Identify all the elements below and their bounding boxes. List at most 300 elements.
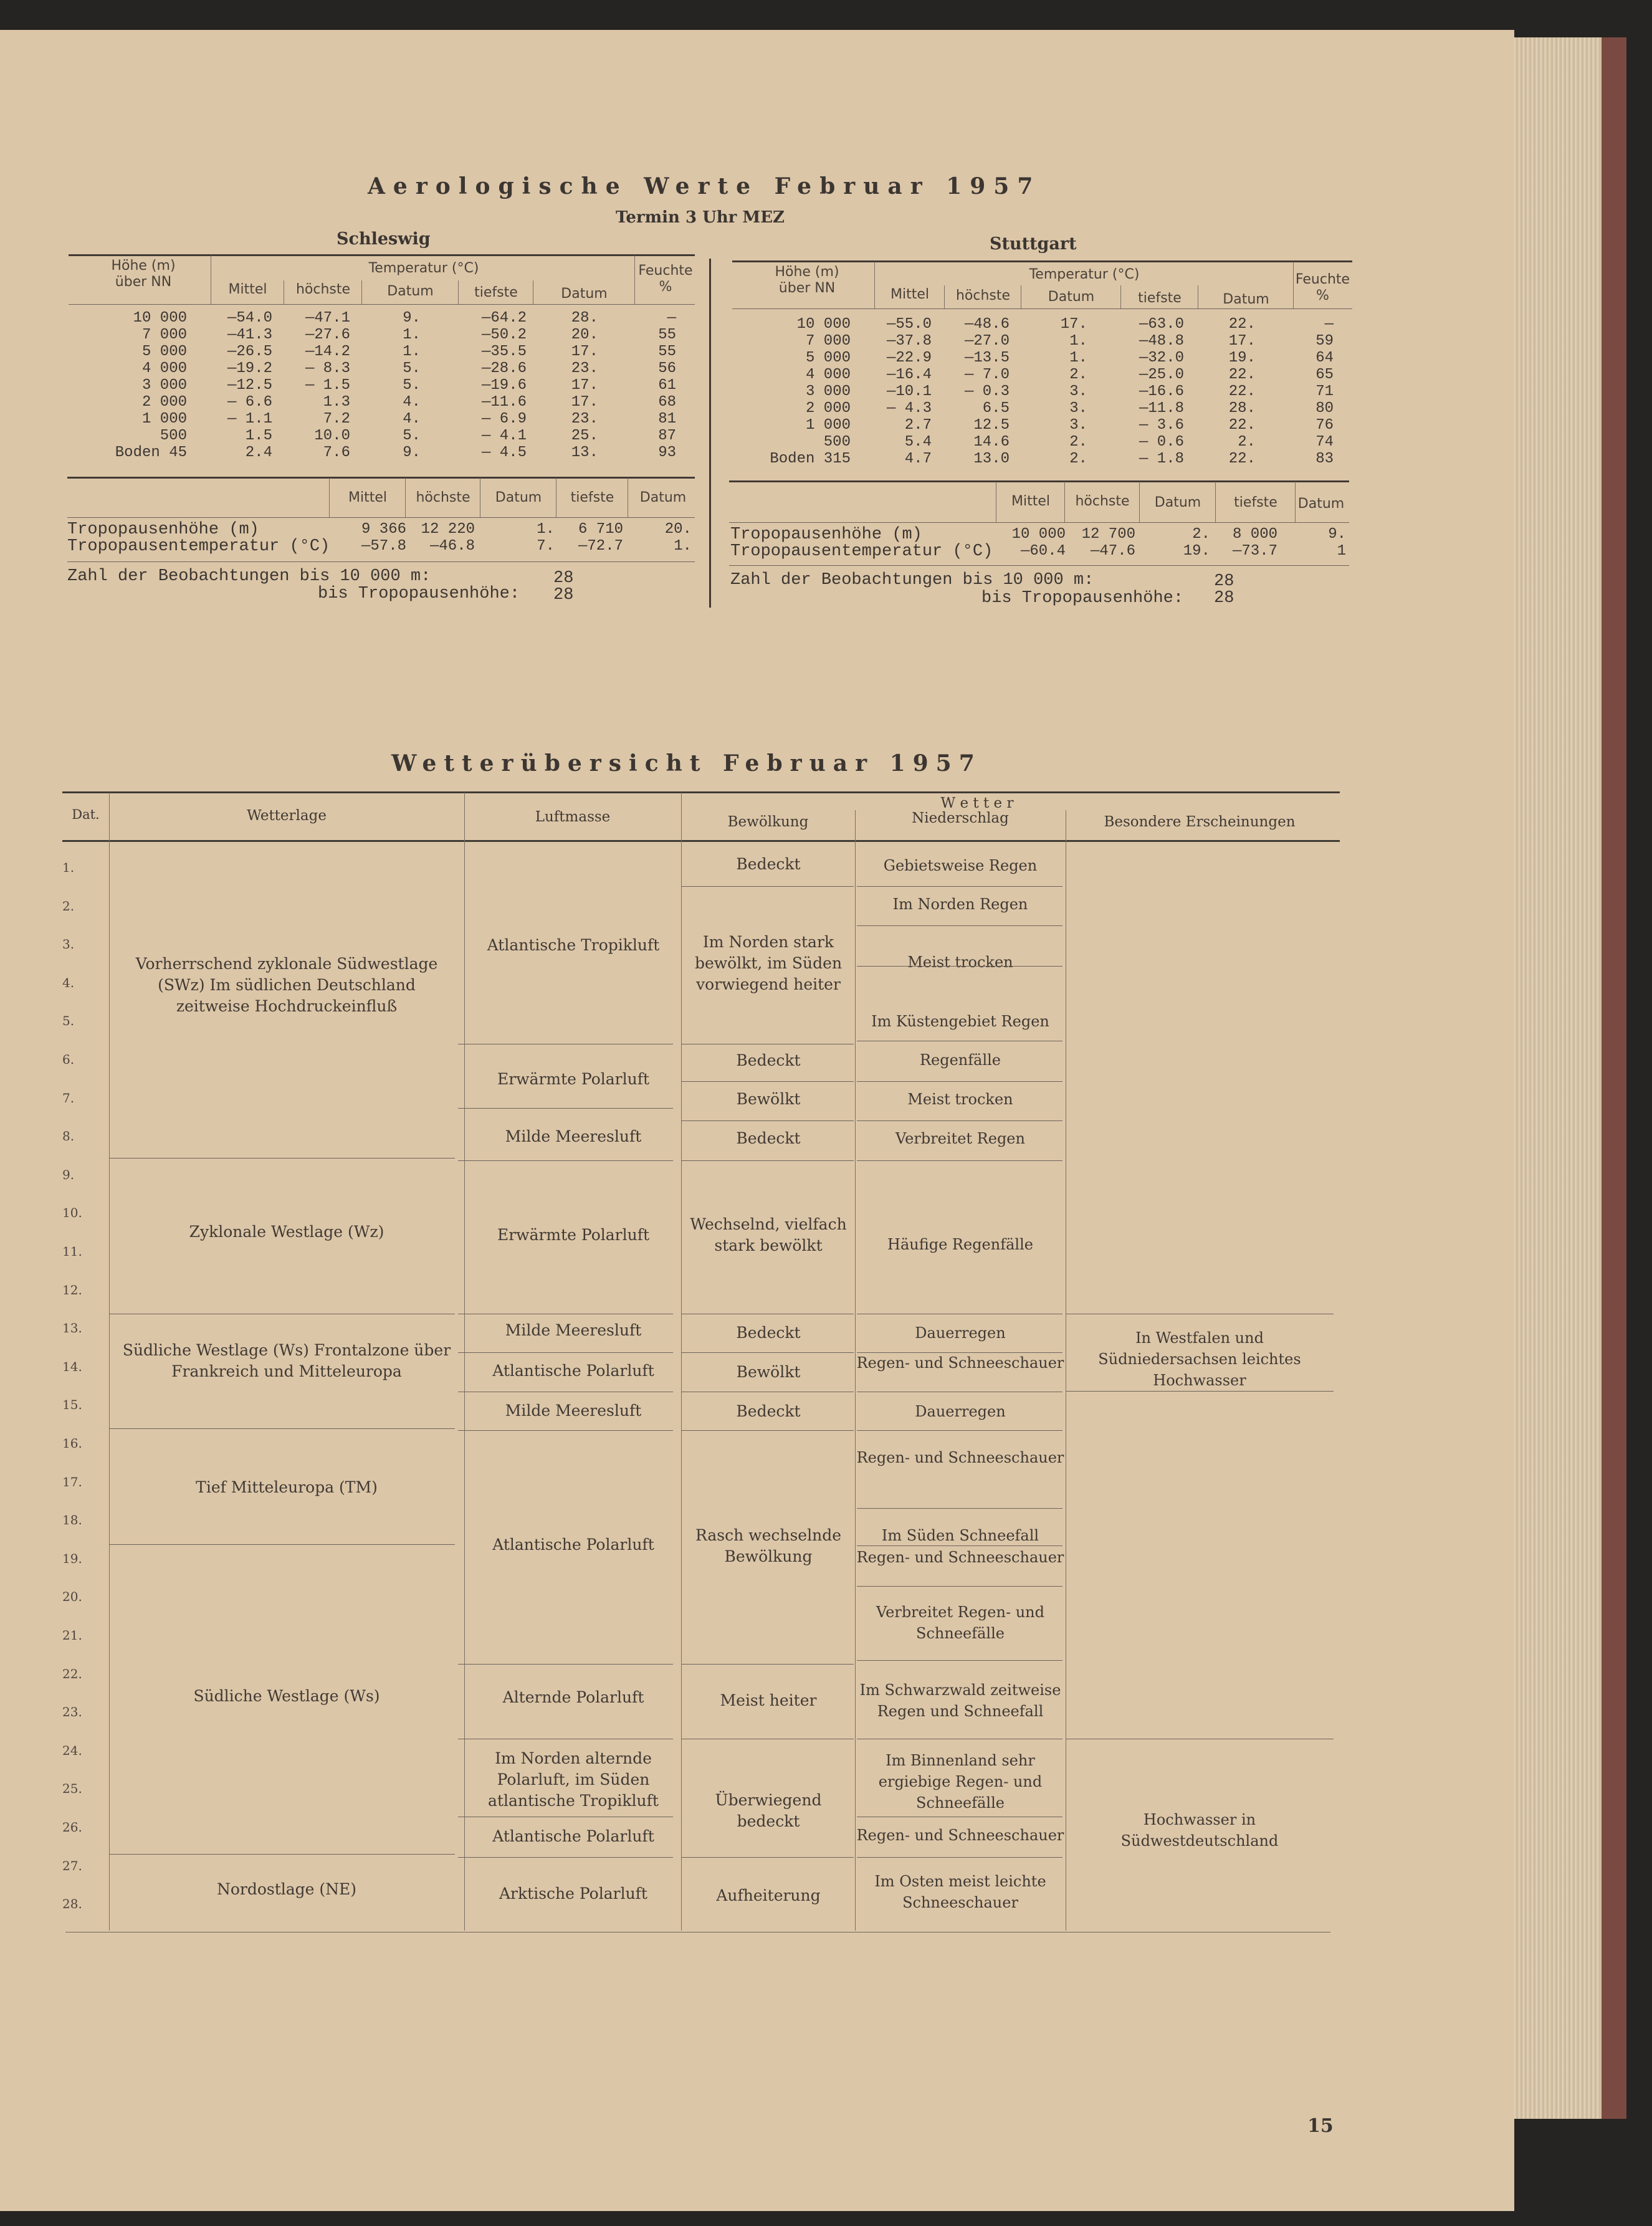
- stuttgart-cell: 59: [1315, 333, 1334, 350]
- stuttgart-cell: —: [1324, 316, 1334, 333]
- schleswig-cell: —54.0: [227, 310, 272, 327]
- stuttgart-tropo-cell: 1: [1337, 543, 1346, 560]
- book-spine: [1602, 37, 1626, 2119]
- schleswig-cell: 9.: [403, 310, 421, 327]
- stuttgart-cell: 1.: [1069, 333, 1087, 350]
- schleswig-cell: 13.: [571, 444, 598, 461]
- schleswig-cell: 4.: [403, 411, 421, 428]
- schleswig-cell: 9.: [403, 444, 421, 461]
- hdr-bewoelkung: Bewölkung: [727, 814, 809, 830]
- schleswig-cell: 87: [658, 428, 676, 444]
- tropo-hdr-datum: Datum: [639, 490, 687, 505]
- luftmasse-cell: Erwärmte Polarluft: [497, 1070, 650, 1088]
- bewoelkung-cell: Bewölkt: [736, 1090, 801, 1108]
- schleswig-height-label: 10 000: [133, 310, 187, 327]
- wetterlage-cell: Tief Mitteleuropa (TM): [196, 1478, 378, 1496]
- schleswig-cell: 55: [658, 343, 676, 360]
- st-hdr-tiefste: tiefste: [1138, 290, 1182, 306]
- stuttgart-zahl-label2: bis Tropopausenhöhe:: [981, 589, 1184, 608]
- st-hdr-hoehe: Höhe (m): [775, 264, 839, 280]
- schleswig-cell: —11.6: [481, 394, 527, 411]
- stuttgart-cell: — 0.3: [964, 383, 1010, 400]
- schleswig-cell: 1.3: [323, 394, 350, 411]
- bewoelkung-cell: Bedeckt: [736, 855, 801, 873]
- bewoelkung-cell: Aufheiterung: [716, 1886, 821, 1904]
- schleswig-zahl-label: Zahl der Beobachtungen bis 10 000 m:: [67, 567, 431, 586]
- stuttgart-cell: —27.0: [964, 333, 1010, 350]
- schleswig-cell: —: [667, 310, 676, 327]
- stuttgart-cell: —10.1: [886, 383, 932, 400]
- stuttgart-cell: 3.: [1069, 383, 1087, 400]
- date-label: 6.: [62, 1052, 75, 1067]
- date-label: 4.: [62, 975, 75, 990]
- stuttgart-cell: —37.8: [886, 333, 932, 350]
- stuttgart-cell: 74: [1315, 434, 1334, 451]
- cell-border: [1066, 1391, 1334, 1392]
- cell-border: [681, 1160, 854, 1161]
- schleswig-mid-rule: [67, 477, 695, 479]
- schleswig-height-label: 1 000: [141, 411, 187, 428]
- luftmasse-cell: Atlantische Polarluft: [492, 1362, 654, 1380]
- luftmasse-cell: Milde Meeresluft: [505, 1127, 642, 1145]
- cell-border: [458, 1664, 673, 1665]
- date-label: 2.: [62, 898, 75, 914]
- schleswig-cell: 1.5: [245, 428, 272, 444]
- schleswig-cell: —19.6: [481, 377, 527, 394]
- schleswig-cell: — 1.5: [305, 377, 350, 394]
- cell-border: [857, 1160, 1062, 1161]
- schleswig-tropo-cell: 1.: [674, 538, 692, 555]
- stuttgart-tropo-cell: 10 000: [1011, 526, 1066, 543]
- schleswig-tropo-cell: —72.7: [578, 538, 623, 555]
- stuttgart-cell: 5.4: [904, 434, 932, 451]
- cell-border: [681, 1081, 854, 1082]
- stuttgart-cell: —48.8: [1139, 333, 1184, 350]
- stuttgart-cell: —25.0: [1139, 366, 1184, 383]
- hdr-nn: über NN: [115, 274, 172, 290]
- stuttgart-height-label: 500: [823, 434, 851, 451]
- cell-border: [458, 1108, 673, 1109]
- st-hdr-nn: über NN: [778, 280, 836, 296]
- stuttgart-cell: — 3.6: [1139, 417, 1184, 434]
- stuttgart-vline: [874, 262, 875, 308]
- schleswig-cell: — 4.1: [481, 428, 527, 444]
- hdr-mittel: Mittel: [228, 282, 267, 297]
- hdr-hoechste: höchste: [295, 282, 351, 297]
- st-hdr-mittel: Mittel: [890, 287, 929, 302]
- cell-border: [109, 1428, 455, 1429]
- date-label: 16.: [62, 1436, 82, 1451]
- date-label: 13.: [62, 1321, 82, 1336]
- luftmasse-cell: Im Norden alternde Polarluft, im Süden atlantische Tropikluft: [488, 1749, 659, 1810]
- bewoelkung-cell: Wechselnd, vielfach stark bewölkt: [690, 1215, 847, 1254]
- tropo-hdr-mittel: Mittel: [348, 490, 387, 505]
- niederschlag-cell: Im Süden Schneefall: [881, 1527, 1039, 1544]
- cell-border: [857, 886, 1062, 887]
- wetter-title: Wetterübersicht Februar 1957: [391, 750, 982, 776]
- schleswig-vline: [361, 280, 362, 304]
- bewoelkung-cell: Bedeckt: [736, 1129, 801, 1147]
- stuttgart-cell: —63.0: [1139, 316, 1184, 333]
- stuttgart-height-label: 2 000: [805, 400, 851, 417]
- aero-title: Aerologische Werte Februar 1957: [368, 173, 1041, 199]
- cell-border: [857, 1586, 1062, 1587]
- schleswig-cell: 7.6: [323, 444, 350, 461]
- wetterlage-cell: Nordostlage (NE): [216, 1880, 357, 1898]
- bewoelkung-cell: Rasch wechselnde Bewölkung: [695, 1526, 841, 1565]
- niederschlag-cell: Im Osten meist leichte Schneeschauer: [874, 1873, 1046, 1911]
- date-label: 14.: [62, 1359, 82, 1374]
- schleswig-cell: —41.3: [227, 327, 272, 343]
- date-label: 9.: [62, 1167, 75, 1182]
- stuttgart-cell: 22.: [1228, 383, 1256, 400]
- date-label: 27.: [62, 1858, 82, 1873]
- schleswig-height-label: 7 000: [141, 327, 187, 343]
- luftmasse-cell: Atlantische Tropikluft: [487, 936, 660, 954]
- cell-border: [857, 1660, 1062, 1661]
- schleswig-vline: [405, 478, 406, 517]
- niederschlag-cell: Dauerregen: [915, 1324, 1006, 1342]
- niederschlag-cell: Im Küstengebiet Regen: [871, 1013, 1049, 1030]
- schleswig-cell: 2.4: [245, 444, 272, 461]
- tropo-hdr-hoechste: höchste: [416, 490, 470, 505]
- date-label: 20.: [62, 1589, 82, 1605]
- niederschlag-cell: Im Schwarzwald zeitweise Regen und Schneefall: [859, 1681, 1061, 1720]
- wetterlage-cell: Südliche Westlage (Ws): [193, 1687, 380, 1705]
- luftmasse-cell: Arktische Polarluft: [499, 1884, 647, 1903]
- center-divider: [709, 259, 711, 608]
- hdr-feuchte: Feuchte: [638, 263, 693, 279]
- stuttgart-cell: —16.6: [1139, 383, 1184, 400]
- hdr-datum: Datum: [387, 284, 434, 299]
- date-label: 8.: [62, 1129, 75, 1144]
- date-label: 17.: [62, 1474, 82, 1489]
- stuttgart-tropo-cell: 2.: [1192, 526, 1210, 543]
- stuttgart-cell: 2.: [1238, 434, 1256, 451]
- schleswig-cell: 1.: [403, 343, 421, 360]
- cell-border: [458, 1430, 673, 1431]
- luftmasse-cell: Milde Meeresluft: [505, 1402, 642, 1420]
- schleswig-cell: 17.: [571, 394, 598, 411]
- hdr-pct: %: [659, 279, 672, 295]
- date-label: 24.: [62, 1742, 82, 1758]
- schleswig-tropo-cell: 7.: [537, 538, 555, 555]
- luftmasse-cell: Erwärmte Polarluft: [497, 1226, 650, 1244]
- schleswig-cell: —47.1: [305, 310, 350, 327]
- schleswig-cell: 10.0: [314, 428, 350, 444]
- schleswig-tropo-rule: [67, 517, 695, 518]
- schleswig-cell: 20.: [571, 327, 598, 343]
- stuttgart-cell: — 7.0: [964, 366, 1010, 383]
- schleswig-height-label: Boden 45: [115, 444, 187, 461]
- schleswig-cell: 5.: [403, 377, 421, 394]
- schleswig-cell: 81: [658, 411, 676, 428]
- niederschlag-cell: Gebietsweise Regen: [883, 857, 1038, 874]
- stuttgart-tropo-cell: —47.6: [1090, 543, 1135, 560]
- schleswig-cell: 61: [658, 377, 676, 394]
- luftmasse-cell: Atlantische Polarluft: [492, 1827, 654, 1845]
- bewoelkung-cell: Bedeckt: [736, 1402, 801, 1420]
- stuttgart-vline: [1064, 482, 1065, 522]
- stuttgart-cell: 1.: [1069, 350, 1087, 366]
- hdr-luftmasse: Luftmasse: [535, 809, 611, 825]
- cell-border: [458, 1857, 673, 1858]
- niederschlag-cell: Verbreitet Regen: [895, 1130, 1025, 1147]
- st-tropo-hdr-tiefste: tiefste: [1234, 495, 1277, 510]
- cell-border: [109, 1854, 455, 1855]
- schleswig-vline: [329, 478, 330, 517]
- schleswig-tropo-temp-label: Tropopausentemperatur (°C): [67, 537, 330, 556]
- stuttgart-cell: 19.: [1228, 350, 1256, 366]
- hdr-dat: Dat.: [72, 807, 100, 822]
- stuttgart-cell: —16.4: [886, 366, 932, 383]
- cell-border: [857, 1352, 1062, 1353]
- stuttgart-tropo-cell: 19.: [1183, 543, 1210, 560]
- stuttgart-cell: 22.: [1228, 417, 1256, 434]
- schleswig-cell: 56: [658, 360, 676, 377]
- date-label: 18.: [62, 1512, 82, 1528]
- st-tropo-hdr-datum: Datum: [1154, 495, 1201, 510]
- stuttgart-cell: — 0.6: [1139, 434, 1184, 451]
- schleswig-tropo-hoehe-label: Tropopausenhöhe (m): [67, 520, 259, 539]
- stuttgart-cell: —11.8: [1139, 400, 1184, 417]
- stuttgart-header-rule: [732, 308, 1352, 309]
- hdr-wetterlage: Wetterlage: [247, 808, 327, 824]
- stuttgart-vline: [1120, 285, 1121, 308]
- schleswig-height-label: 3 000: [141, 377, 187, 394]
- stuttgart-tropo-cell: —60.4: [1020, 543, 1066, 560]
- stuttgart-tropo-hoehe-label: Tropopausenhöhe (m): [730, 525, 922, 544]
- cell-border: [681, 886, 854, 887]
- hdr-temp: Temperatur (°C): [368, 260, 479, 276]
- schleswig-cell: —35.5: [481, 343, 527, 360]
- schleswig-cell: —14.2: [305, 343, 350, 360]
- date-label: 22.: [62, 1666, 82, 1681]
- stuttgart-zahl-2: 28: [1214, 589, 1234, 608]
- schleswig-zahl-label2: bis Tropopausenhöhe:: [318, 585, 520, 603]
- stuttgart-tropo-temp-label: Tropopausentemperatur (°C): [730, 542, 993, 561]
- date-label: 5.: [62, 1013, 75, 1029]
- bewoelkung-cell: Bedeckt: [736, 1324, 801, 1342]
- st-hdr-datum: Datum: [1223, 292, 1269, 307]
- schleswig-top-rule: [69, 254, 695, 256]
- schleswig-zahl-2: 28: [553, 586, 574, 604]
- luftmasse-cell: Alternde Polarluft: [502, 1688, 644, 1706]
- schleswig-cell: 5.: [403, 428, 421, 444]
- schleswig-cell: 28.: [571, 310, 598, 327]
- cell-border: [681, 1857, 854, 1858]
- st-hdr-temp: Temperatur (°C): [1029, 267, 1140, 282]
- niederschlag-cell: Regen- und Schneeschauer: [856, 1549, 1064, 1566]
- stuttgart-cell: 3.: [1069, 400, 1087, 417]
- schleswig-height-label: 5 000: [141, 343, 187, 360]
- stuttgart-tropo-cell: —73.7: [1232, 543, 1277, 560]
- station-stuttgart: Stuttgart: [990, 234, 1077, 254]
- schleswig-cell: 17.: [571, 377, 598, 394]
- schleswig-cell: 93: [658, 444, 676, 461]
- cell-border: [681, 1120, 854, 1121]
- stuttgart-zahl-1: 28: [1214, 572, 1234, 591]
- hdr-hoehe: Höhe (m): [111, 258, 176, 274]
- stuttgart-cell: 64: [1315, 350, 1334, 366]
- stuttgart-cell: 80: [1315, 400, 1334, 417]
- schleswig-cell: 4.: [403, 394, 421, 411]
- bewoelkung-cell: Bedeckt: [736, 1051, 801, 1069]
- stuttgart-cell: 2.7: [904, 417, 932, 434]
- stuttgart-cell: 2.: [1069, 451, 1087, 467]
- cell-border: [857, 1430, 1062, 1431]
- stuttgart-bottom-rule: [729, 565, 1349, 566]
- niederschlag-cell: Im Binnenland sehr ergiebige Regen- und Schneefälle: [878, 1752, 1043, 1812]
- date-label: 7.: [62, 1090, 75, 1106]
- stuttgart-tropo-cell: 12 700: [1081, 526, 1135, 543]
- stuttgart-cell: 17.: [1228, 333, 1256, 350]
- schleswig-cell: —27.6: [305, 327, 350, 343]
- date-label: 23.: [62, 1704, 82, 1720]
- cell-border: [857, 966, 1062, 967]
- wetter-header-rule: [62, 840, 1340, 842]
- niederschlag-cell: Häufige Regenfälle: [887, 1236, 1033, 1253]
- schleswig-tropo-cell: —46.8: [429, 538, 475, 555]
- schleswig-cell: — 1.1: [227, 411, 272, 428]
- wetter-col-divider: [109, 793, 110, 1931]
- stuttgart-height-label: 10 000: [796, 316, 851, 333]
- date-label: 3.: [62, 937, 75, 952]
- st-hdr-datum: Datum: [1048, 289, 1095, 305]
- stuttgart-cell: 76: [1315, 417, 1334, 434]
- schleswig-cell: 25.: [571, 428, 598, 444]
- date-label: 12.: [62, 1282, 82, 1297]
- hdr-besondere: Besondere Erscheinungen: [1104, 814, 1296, 830]
- stuttgart-vline: [1295, 482, 1296, 522]
- date-label: 21.: [62, 1628, 82, 1643]
- station-schleswig: Schleswig: [337, 229, 431, 249]
- date-label: 10.: [62, 1205, 82, 1221]
- stuttgart-cell: 2.: [1069, 366, 1087, 383]
- cell-border: [857, 1508, 1062, 1509]
- stuttgart-tropo-cell: 9.: [1328, 526, 1346, 543]
- schleswig-cell: —26.5: [227, 343, 272, 360]
- cell-border: [857, 1081, 1062, 1082]
- schleswig-cell: — 8.3: [305, 360, 350, 377]
- schleswig-tropo-cell: 12 220: [421, 521, 475, 538]
- cell-border: [857, 925, 1062, 926]
- stuttgart-zahl-label: Zahl der Beobachtungen bis 10 000 m:: [730, 571, 1094, 590]
- niederschlag-cell: Meist trocken: [907, 953, 1013, 971]
- stuttgart-cell: 12.5: [973, 417, 1010, 434]
- schleswig-cell: —19.2: [227, 360, 272, 377]
- stuttgart-height-label: Boden 315: [770, 451, 851, 467]
- date-label: 19.: [62, 1550, 82, 1566]
- stuttgart-height-label: 1 000: [805, 417, 851, 434]
- stuttgart-vline: [944, 285, 945, 308]
- aero-subtitle: Termin 3 Uhr MEZ: [616, 208, 785, 227]
- schleswig-tropo-cell: 9 366: [361, 521, 406, 538]
- hdr-datum: Datum: [561, 286, 608, 302]
- page-edges: [1514, 37, 1602, 2119]
- stuttgart-cell: 22.: [1228, 316, 1256, 333]
- stuttgart-height-label: 4 000: [805, 366, 851, 383]
- luftmasse-cell: Atlantische Polarluft: [492, 1536, 654, 1554]
- niederschlag-cell: Regenfälle: [919, 1051, 1001, 1069]
- schleswig-header-rule: [69, 304, 695, 305]
- cell-border: [857, 1120, 1062, 1121]
- stuttgart-cell: 83: [1315, 451, 1334, 467]
- stuttgart-cell: —48.6: [964, 316, 1010, 333]
- stuttgart-vline: [1215, 482, 1216, 522]
- date-label: 11.: [62, 1244, 82, 1259]
- schleswig-cell: 17.: [571, 343, 598, 360]
- niederschlag-cell: Meist trocken: [907, 1091, 1013, 1108]
- cell-border: [681, 1664, 854, 1665]
- date-label: 28.: [62, 1896, 82, 1912]
- stuttgart-cell: — 4.3: [886, 400, 932, 417]
- st-tropo-hdr-mittel: Mittel: [1011, 494, 1050, 509]
- schleswig-tropo-cell: 1.: [537, 521, 555, 538]
- schleswig-cell: 7.2: [323, 411, 350, 428]
- schleswig-cell: —28.6: [481, 360, 527, 377]
- stuttgart-cell: —32.0: [1139, 350, 1184, 366]
- date-label: 25.: [62, 1781, 82, 1797]
- st-tropo-hdr-hoechste: höchste: [1075, 494, 1130, 509]
- stuttgart-cell: 65: [1315, 366, 1334, 383]
- schleswig-height-label: 4 000: [141, 360, 187, 377]
- schleswig-bottom-rule: [67, 561, 695, 562]
- schleswig-tropo-cell: 6 710: [578, 521, 623, 538]
- niederschlag-cell: Im Norden Regen: [892, 896, 1028, 913]
- st-hdr-hoechste: höchste: [955, 288, 1011, 303]
- schleswig-tropo-cell: 20.: [664, 521, 692, 538]
- cell-border: [681, 1352, 854, 1353]
- page-number: 15: [1307, 2115, 1334, 2137]
- bewoelkung-cell: Meist heiter: [720, 1691, 817, 1709]
- schleswig-cell: 55: [658, 327, 676, 343]
- niederschlag-cell: Verbreitet Regen- und Schneefälle: [876, 1603, 1044, 1642]
- niederschlag-cell: Dauerregen: [915, 1403, 1006, 1420]
- luftmasse-cell: Milde Meeresluft: [505, 1321, 642, 1339]
- schleswig-vline: [458, 280, 459, 304]
- stuttgart-top-rule: [732, 260, 1352, 262]
- stuttgart-cell: 3.: [1069, 417, 1087, 434]
- bewoelkung-cell: Überwiegend bedeckt: [715, 1791, 822, 1830]
- besondere-cell: In Westfalen und Südniedersachsen leichtes Hochwasser: [1098, 1329, 1301, 1389]
- niederschlag-cell: Regen- und Schneeschauer: [856, 1449, 1064, 1466]
- stuttgart-cell: —22.9: [886, 350, 932, 366]
- bewoelkung-cell: Im Norden stark bewölkt, im Süden vorwiegend heiter: [694, 933, 843, 993]
- st-hdr-feuchte: Feuchte: [1295, 272, 1350, 287]
- niederschlag-cell: Regen- und Schneeschauer: [856, 1827, 1064, 1844]
- stuttgart-cell: 22.: [1228, 366, 1256, 383]
- cell-border: [857, 1545, 1062, 1546]
- stuttgart-mid-rule: [729, 480, 1349, 482]
- stuttgart-cell: —13.5: [964, 350, 1010, 366]
- cell-border: [681, 1430, 854, 1431]
- wetter-col-divider: [681, 793, 682, 1931]
- besondere-cell: Hochwasser in Südwestdeutschland: [1120, 1811, 1279, 1850]
- stuttgart-tropo-rule: [729, 522, 1349, 523]
- wetterlage-cell: Zyklonale Westlage (Wz): [189, 1223, 384, 1241]
- cell-border: [458, 1160, 673, 1161]
- st-tropo-hdr-datum: Datum: [1297, 496, 1345, 512]
- stuttgart-cell: 6.5: [982, 400, 1010, 417]
- schleswig-cell: —12.5: [227, 377, 272, 394]
- stuttgart-height-label: 7 000: [805, 333, 851, 350]
- stuttgart-cell: 13.0: [973, 451, 1010, 467]
- stuttgart-vline: [1139, 482, 1140, 522]
- schleswig-cell: 23.: [571, 411, 598, 428]
- stuttgart-cell: 4.7: [904, 451, 932, 467]
- stuttgart-cell: —55.0: [886, 316, 932, 333]
